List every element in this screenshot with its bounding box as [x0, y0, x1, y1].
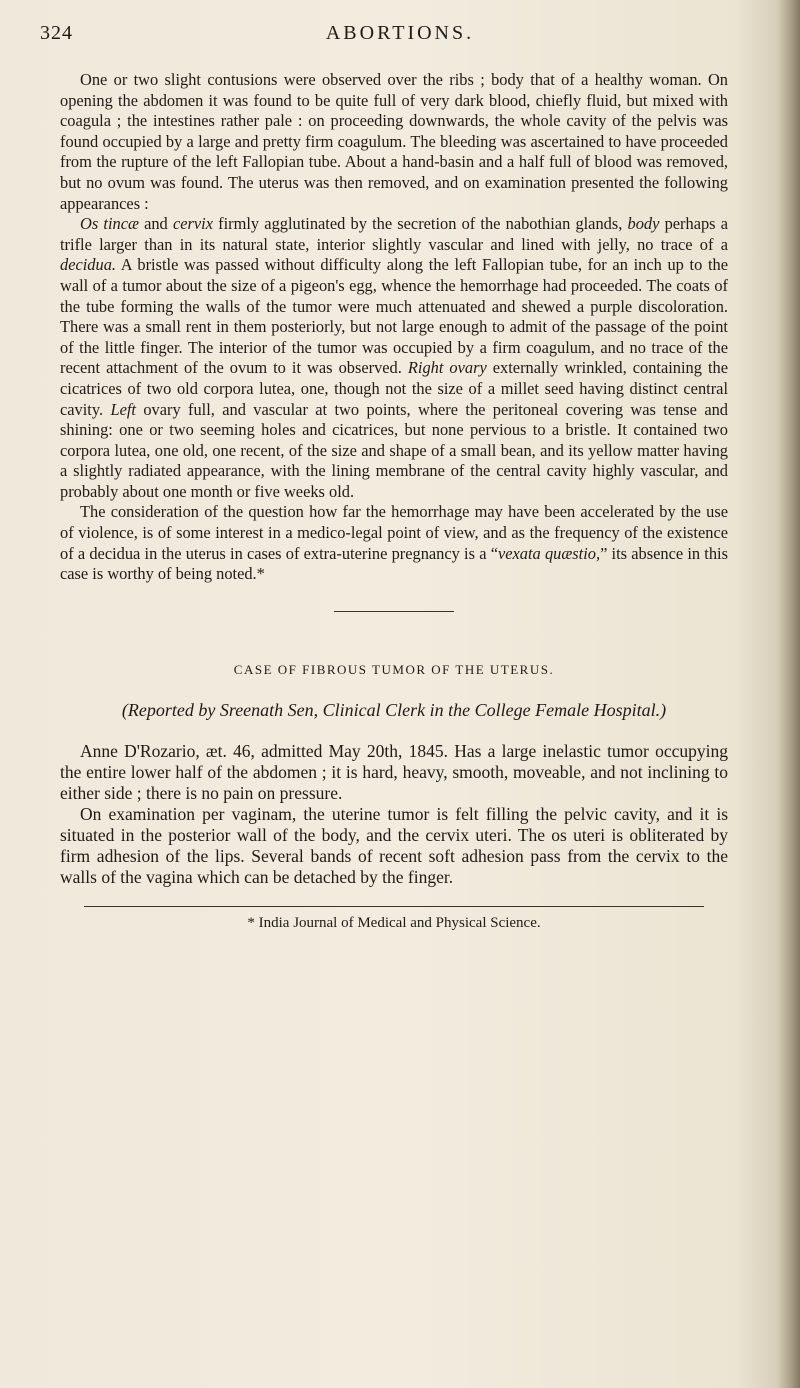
term-os-tincae: Os tincæ — [80, 214, 139, 234]
term-vexata-quaestio: vexata quæstio, — [497, 543, 601, 563]
term-cervix: cervix — [172, 214, 213, 234]
page-header — [40, 22, 760, 52]
text-fragment: perhaps a trifle larger than in its natural state, interior slightly vascular and lined with jelly, no trace of a — [60, 214, 728, 254]
running-title: ABORTIONS. — [325, 22, 475, 44]
section-divider — [334, 611, 454, 612]
footnote-divider — [84, 906, 704, 907]
paragraph-case-admission: Anne D'Rozario, æt. 46, admitted May 20th, 1845. Has a large inelastic tumor occupying the entire lower half of the abdomen ; it is hard, heavy, smooth, moveable, and not inclining to either side ; there is no pain on pressure. — [60, 741, 728, 804]
page-body — [60, 70, 728, 934]
text-fragment: firmly agglutinated by the secretion of the nabothian glands, — [212, 214, 628, 234]
page-edge-shadow — [778, 0, 800, 1388]
paragraph-contusions: One or two slight contusions were observed over the ribs ; body that of a healthy woman. On opening the abdomen it was found to be quite full of very dark blood, chiefly fluid, but mixed with coagula ; the intestines rather pale : on proceeding downwards, the whole cavity of the pelvis was found occupied by a large and pretty firm coagulum. The bleeding was ascertained to have proceeded from the rupture of the left Fallopian tube. About a hand-basin and a half full of blood was removed, but no ovum was found. The uterus was then removed, and on examination presented the following appearances : — [60, 70, 728, 213]
paragraph-uterus-appearances — [60, 214, 728, 502]
text-fragment: externally wrinkled, containing the cicatrices of two old corpora lutea, one, though not the size of a millet seed having distinct central cavity. — [60, 358, 728, 419]
text-fragment: ovary full, and vascular at two points, where the peritoneal covering was tense and shining: one or two seeming holes and cicatrices, but none pervious to a bristle. It contained two corpora lutea, one old, one recent, of the size and shape of a small bean, and its yellow matter having a slightly radiated appearance, with the lining membrane of the central cavity highly vascular, and probably about one month or five weeks old. — [60, 399, 728, 501]
text-fragment: The consideration of the question how far the hemorrhage may have been accelerated by the use of violence, is of some interest in a medico-legal point of view, and as the frequency of the existence of a decidua in the uterus in cases of extra-uterine pregnancy is a “ — [60, 502, 728, 563]
case-title: CASE OF FIBROUS TUMOR OF THE UTERUS. — [233, 661, 555, 677]
term-left: Left — [110, 399, 136, 419]
text-fragment: ” its absence in this case is worthy of being noted.* — [60, 543, 728, 584]
footnote: * India Journal of Medical and Physical Science. — [247, 915, 541, 932]
paragraph-consideration — [60, 502, 728, 584]
term-right-ovary: Right ovary — [407, 358, 487, 378]
paragraph-case-examination: On examination per vaginam, the uterine tumor is felt filling the pelvic cavity, and it is situated in the posterior wall of the body, and the cervix uteri. The os uteri is obliterated by firm adhesion of the lips. Several bands of recent soft adhesion pass from the cervix to the walls of the vagina which can be detached by the finger. — [60, 804, 728, 888]
reported-by: (Reported by Sreenath Sen, Clinical Clerk in the College Female Hospital.) — [121, 700, 667, 721]
term-body: body — [627, 214, 660, 234]
text-fragment: A bristle was passed without difficulty along the left Fallopian tube, for an inch up to the wall of a tumor about the size of a pigeon's egg, whence the hemorrhage had proceeded. The coats of the tube forming the walls of the tumor were much attenuated and shewed a purple discoloration. There was a small rent in them posteriorly, but not large enough to admit of the passage of the point of the little finger. The interior of the tumor was occupied by a firm coagulum, and no trace of the recent attachment of the ovum to it was observed. — [60, 255, 728, 378]
term-decidua: decidua. — [60, 255, 116, 275]
page-number: 324 — [40, 22, 73, 44]
text-fragment: and — [138, 214, 173, 234]
